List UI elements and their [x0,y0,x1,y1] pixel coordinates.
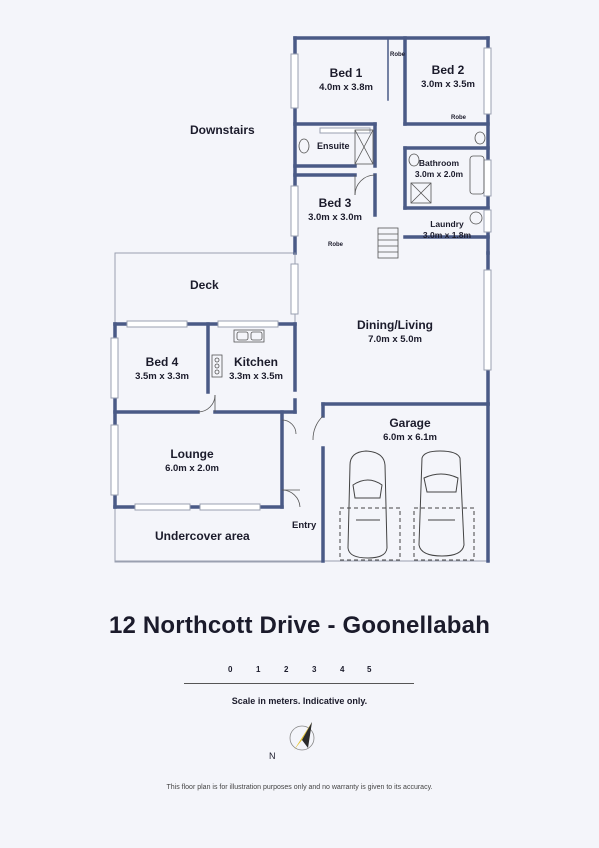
room-dims: 3.5m x 3.3m [135,371,189,382]
ensuite-label: Ensuite [317,141,350,151]
page-title: 12 Northcott Drive - Goonellabah [108,612,491,639]
room-dims: 3.3m x 3.5m [229,371,283,382]
room-garage [378,416,442,443]
scale-tick: 0 [228,665,233,674]
room-dims: 7.0m x 5.0m [368,334,422,345]
scale-tick: 1 [256,665,261,674]
room-name: Bed 3 [318,196,352,210]
entry-label: Entry [292,520,317,531]
room-bed4 [132,355,192,382]
room-dims: 3.0m x 3.5m [421,79,475,90]
room-dims: 3.0m x 3.0m [308,212,362,223]
room-dims: 3.0m x 1.8m [422,230,472,240]
room-name: Bed 4 [145,355,179,369]
scale-note: Scale in meters. Indicative only. [231,696,368,706]
room-kitchen [224,355,288,382]
room-name: Bathroom [418,158,460,168]
room-name: Bed 1 [329,66,363,80]
cars-icon [340,451,474,560]
scale-tick: 2 [284,665,289,674]
deck-label: Deck [190,278,219,292]
room-name: Laundry [430,219,464,229]
robe-label-bed2: Robe [451,115,466,121]
outdoor-outlines [115,253,490,562]
robe-label-bed1: Robe [390,52,405,58]
scale-tick: 3 [312,665,317,674]
downstairs-label: Downstairs [190,123,255,137]
scale-tick: 4 [340,665,345,674]
room-name: Kitchen [233,355,278,369]
room-name: Lounge [170,447,214,461]
disclaimer: This floor plan is for illustration purposes only and no warranty is given to its accuracy. [166,784,433,791]
walls [115,38,488,561]
room-bed3 [305,196,365,223]
room-bed1 [316,66,376,93]
north-label: N [269,751,276,761]
room-name: Garage [389,416,431,430]
undercover-area-label: Undercover area [155,529,250,543]
room-bathroom [410,158,468,179]
room-laundry [418,219,476,240]
room-name: Bed 2 [431,63,465,77]
room-name: Dining/Living [357,318,433,332]
room-dims: 3.0m x 2.0m [414,169,464,179]
room-lounge [160,447,224,474]
room-dims: 6.0m x 6.1m [383,432,437,443]
room-dims: 6.0m x 2.0m [165,463,219,474]
room-dining-living [345,318,445,345]
robe-label-bed3: Robe [328,242,343,248]
room-dims: 4.0m x 3.8m [319,82,373,93]
north-arrow-icon [282,718,322,758]
room-bed2 [418,63,478,90]
scale-bar [184,683,414,684]
scale-tick: 5 [367,665,372,674]
